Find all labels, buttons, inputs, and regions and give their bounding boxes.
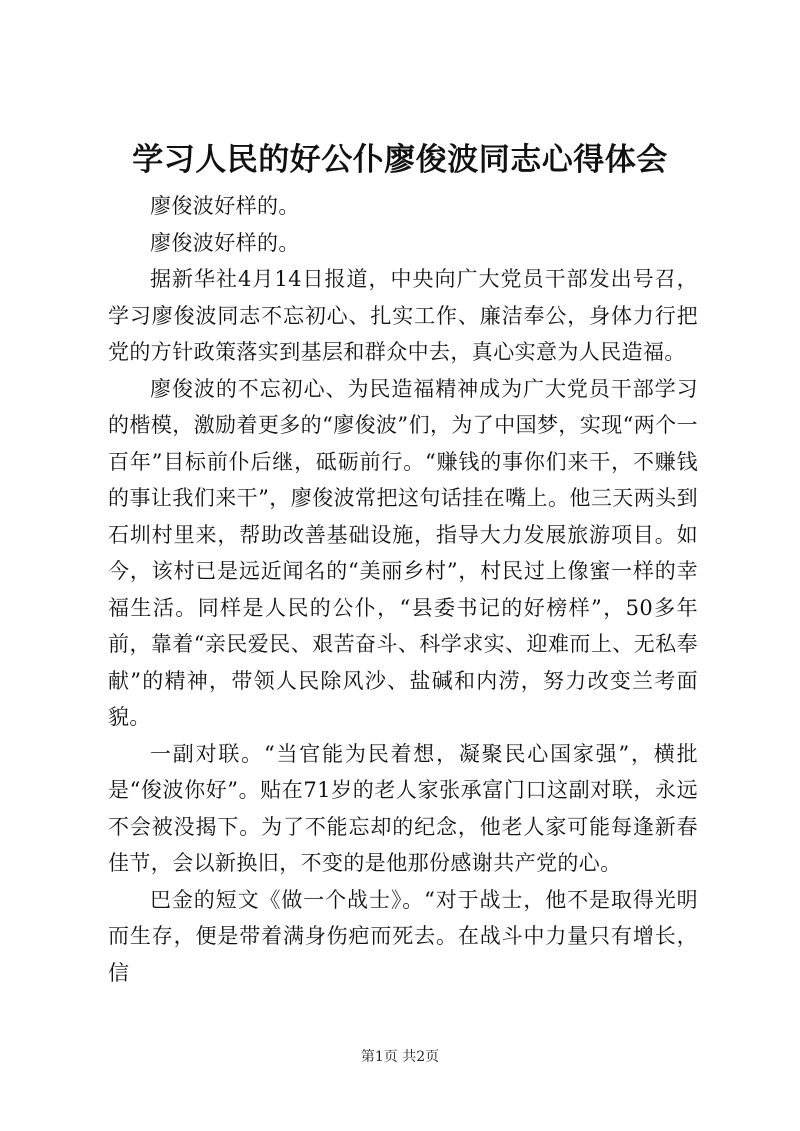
page-number-footer: 第1页 共2页 [360, 1049, 440, 1065]
paragraph: 巴金的短文《做一个战士》。“对于战士，他不是取得光明而生存，便是带着满身伤疤而死去。在战斗中力量只有增长，信 [108, 887, 698, 985]
paragraph: 廖俊波好样的。 [150, 194, 300, 218]
document-title: 学习人民的好公仆廖俊波同志心得体会 [132, 142, 668, 178]
paragraph: 廖俊波好样的。 [150, 230, 300, 255]
paragraph: 一副对联。“当官能为民着想，凝聚民心国家强”，横批是“俊波你好”。贴在71岁的老人家张承富门口这副对联，永远不会被没揭下。为了不能忘却的纪念，他老人家可能每逢新春佳节，会以新换旧，不变的是他那份感谢共产党的心。 [108, 741, 698, 875]
paragraph: 据新华社4月14日报道，中央向广大党员干部发出号召，学习廖俊波同志不忘初心、扎实工作、廉洁奉公，身体力行把党的方针政策落实到基层和群众中去，真心实意为人民造福。 [108, 267, 698, 364]
paragraph: 廖俊波的不忘初心、为民造福精神成为广大党员干部学习的楷模，激励着更多的“廖俊波”们，为了中国梦，实现“两个一百年”目标前仆后继，砥砺前行。“赚钱的事你们来干，不赚钱的事让我们来干”，廖俊波常把这句话挂在嘴上。他三天两头到石圳村里来，帮助改善基础设施，指导大力发展旅游项目。如今，该村已是远近闻名的“美丽乡村”，村民过上像蜜一样的幸福生活。同样是人民的公仆，“县委书记的好榜样”，50多年前，靠着“亲民爱民、艰苦奋斗、科学求实、迎难而上、无私奉献”的精神，带领人民除风沙、盐碱和内涝，努力改变兰考面貌。 [108, 376, 698, 729]
document-body [108, 188, 698, 991]
